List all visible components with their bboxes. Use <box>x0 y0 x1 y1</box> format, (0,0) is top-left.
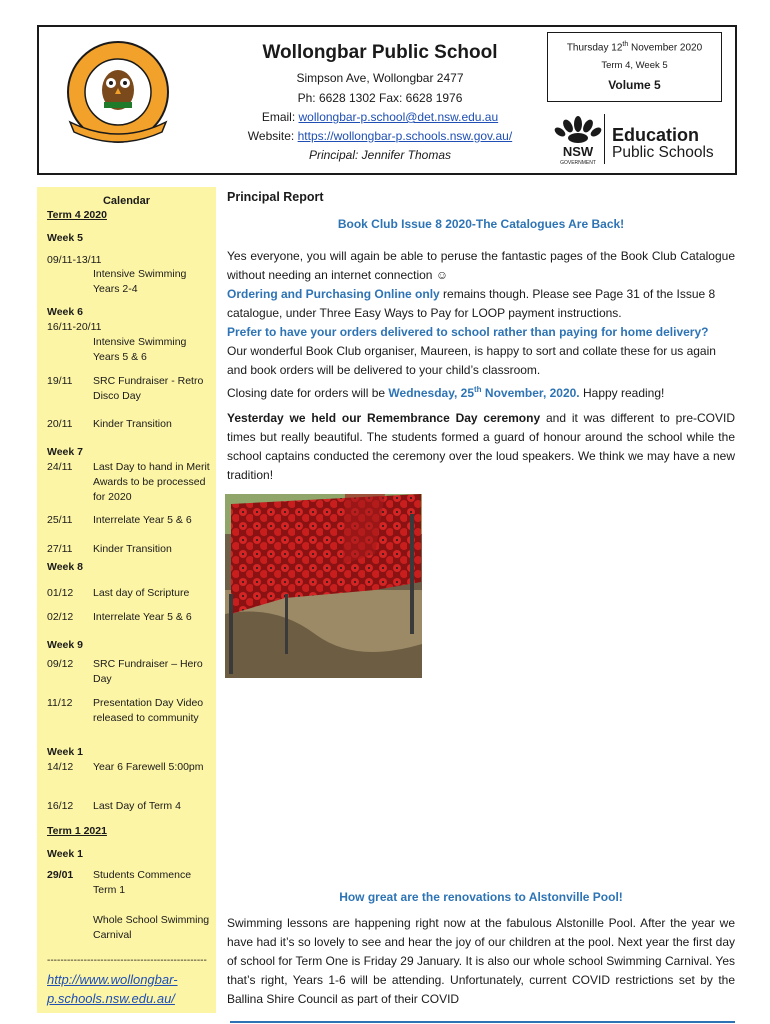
issue-info-box <box>547 32 722 102</box>
calendar-event: SRC Fundraiser - Retro Disco Day <box>93 375 204 402</box>
week1-heading: Week 1 <box>47 746 83 758</box>
calendar-sidebar <box>37 187 216 1013</box>
calendar-date: 01/12 <box>47 587 74 599</box>
sidebar-divider: ------------------------------------------------ <box>47 955 207 966</box>
education-logo-text <box>612 126 714 162</box>
calendar-date: 16/11-20/11 <box>47 321 102 333</box>
week5-heading: Week 5 <box>47 232 83 244</box>
remembrance-text: and it was different to pre-COVID times but really beautiful. The students formed a guard of honour around the school while the school captains conducted the ceremony over the loud speakers. We think we may have a new tradition! <box>227 411 735 482</box>
closing-date-sup: th <box>474 385 482 394</box>
calendar-event: Last day of Scripture <box>93 587 190 599</box>
ordering-highlight: Ordering and Purchasing Online only <box>227 287 440 301</box>
week7-heading: Week 7 <box>47 446 83 458</box>
calendar-event: Whole School Swimming Carnival <box>93 914 210 941</box>
term4-heading: Term 4 2020 <box>47 209 107 221</box>
email-link[interactable]: wollongbar-p.school@det.nsw.edu.au <box>298 110 499 124</box>
calendar-date: 20/11 <box>47 418 73 430</box>
calendar-event: Year 6 Farewell 5:00pm <box>93 761 204 773</box>
public-schools-word: Public Schools <box>612 144 714 161</box>
calendar-event: Students Commence Term 1 <box>93 869 192 896</box>
poppy-photo-image <box>225 494 422 678</box>
calendar-date: 09/12 <box>47 658 74 670</box>
school-crest-logo <box>66 40 170 144</box>
calendar-event: Last Day to hand in Merit Awards to be processed for 2020 <box>93 461 210 503</box>
logo-divider <box>604 114 605 164</box>
calendar-event: Kinder Transition <box>93 543 172 555</box>
website-label: Website: <box>247 129 298 143</box>
calendar-date: 11/12 <box>47 697 73 709</box>
calendar-date: 14/12 <box>47 761 74 773</box>
calendar-date: 25/11 <box>47 514 73 526</box>
calendar-date: 02/12 <box>47 611 74 623</box>
school-email-line <box>200 110 560 124</box>
delivery-question: Prefer to have your orders delivered to school rather than paying for home delivery? <box>227 325 709 339</box>
bookclub-paragraph-1: Yes everyone, you will again be able to peruse the fantastic pages of the Book Club Catalogue without needing an internet connection ☺ <box>227 249 735 282</box>
week6-heading: Week 6 <box>47 306 83 318</box>
term1-heading: Term 1 2021 <box>47 825 107 837</box>
closing-date-line <box>227 380 735 403</box>
poppy-fence-photo <box>225 494 422 678</box>
closing-date-b: November, 2020. <box>481 386 580 400</box>
calendar-date: 19/11 <box>47 375 73 387</box>
calendar-event: SRC Fundraiser – Hero Day <box>93 658 203 685</box>
calendar-title: Calendar <box>102 195 151 207</box>
website-link[interactable]: https://wollongbar-p.schools.nsw.gov.au/ <box>297 129 513 143</box>
bookclub-paragraph-2 <box>227 285 735 323</box>
closing-text-b: Happy reading! <box>579 386 665 400</box>
remembrance-paragraph <box>227 409 735 485</box>
calendar-event: Interrelate Year 5 & 6 <box>93 611 192 623</box>
issue-date-sup: th <box>622 41 629 48</box>
pool-paragraph: Swimming lessons are happening right now at the fabulous Alstonille Pool. After the year we have had it’s so lovely to see and hear the joy of our children at the pool. Next year the first day of school for Term One is Friday 29 January. It is also our whole school Swimming Carnival. Yes that’s right, Years 1-6 will be attending. Unfortunately, current COVID restrictions set by the Ballina Shire Council as part of their COVID <box>227 916 735 1006</box>
calendar-date: 16/12 <box>47 800 74 812</box>
ordering-text: remains though. Please see Page 31 of the Issue 8 catalogue, under Three Easy Ways to Pay for LOOP payment instructions. <box>227 287 716 320</box>
remembrance-bold: Yesterday we held our Remembrance Day ceremony <box>227 411 541 425</box>
school-phone-fax: Ph: 6628 1302 Fax: 6628 1976 <box>297 91 463 105</box>
issue-date <box>548 41 721 53</box>
closing-text-a: Closing date for orders will be <box>227 386 389 400</box>
calendar-event: Presentation Day Video released to community <box>93 697 204 724</box>
school-website-line <box>200 129 560 143</box>
bookclub-heading: Book Club Issue 8 2020-The Catalogues Are Back! <box>337 217 625 231</box>
calendar-event: Intensive Swimming Years 2-4 <box>93 268 187 295</box>
calendar-event: Interrelate Year 5 & 6 <box>93 514 192 526</box>
education-word: Education <box>612 125 700 145</box>
pool-heading: How great are the renovations to Alstonville Pool! <box>339 890 623 904</box>
issue-volume: Volume 5 <box>608 78 661 93</box>
principal-report-heading: Principal Report <box>227 190 324 204</box>
nsw-government-text: GOVERNMENT <box>560 160 596 166</box>
issue-date-rest: November 2020 <box>628 42 703 54</box>
week8-heading: Week 8 <box>47 561 83 573</box>
issue-date-day: Thursday 12 <box>566 42 623 54</box>
calendar-date: 29/01 <box>47 869 74 881</box>
nsw-waratah-logo <box>548 110 608 166</box>
calendar-event: Kinder Transition <box>93 418 172 430</box>
calendar-event: Intensive Swimming Years 5 & 6 <box>93 336 187 363</box>
week9-heading: Week 9 <box>47 639 83 651</box>
school-name: Wollongbar Public School <box>262 42 498 63</box>
calendar-date: 24/11 <box>47 461 73 473</box>
principal-name: Principal: Jennifer Thomas <box>308 148 452 162</box>
calendar-event: Last Day of Term 4 <box>93 800 181 812</box>
bottom-accent-rule <box>230 1021 735 1023</box>
issue-term-week: Term 4, Week 5 <box>601 60 668 72</box>
school-address: Simpson Ave, Wollongbar 2477 <box>296 71 464 85</box>
closing-date-a: Wednesday, 25 <box>388 386 475 400</box>
email-label: Email: <box>261 110 299 124</box>
week1b-heading: Week 1 <box>47 848 83 860</box>
sidebar-website-link[interactable]: http://www.wollongbar-p.schools.nsw.edu.au/ <box>47 972 178 1006</box>
nsw-logo-text: NSW <box>562 144 594 159</box>
calendar-date: 27/11 <box>47 543 73 555</box>
calendar-date: 09/11-13/11 <box>47 254 102 266</box>
bookclub-paragraph-4: Our wonderful Book Club organiser, Maureen, is happy to sort and collate these for us again and book orders will be delivered to your child’s classroom. <box>227 344 716 377</box>
